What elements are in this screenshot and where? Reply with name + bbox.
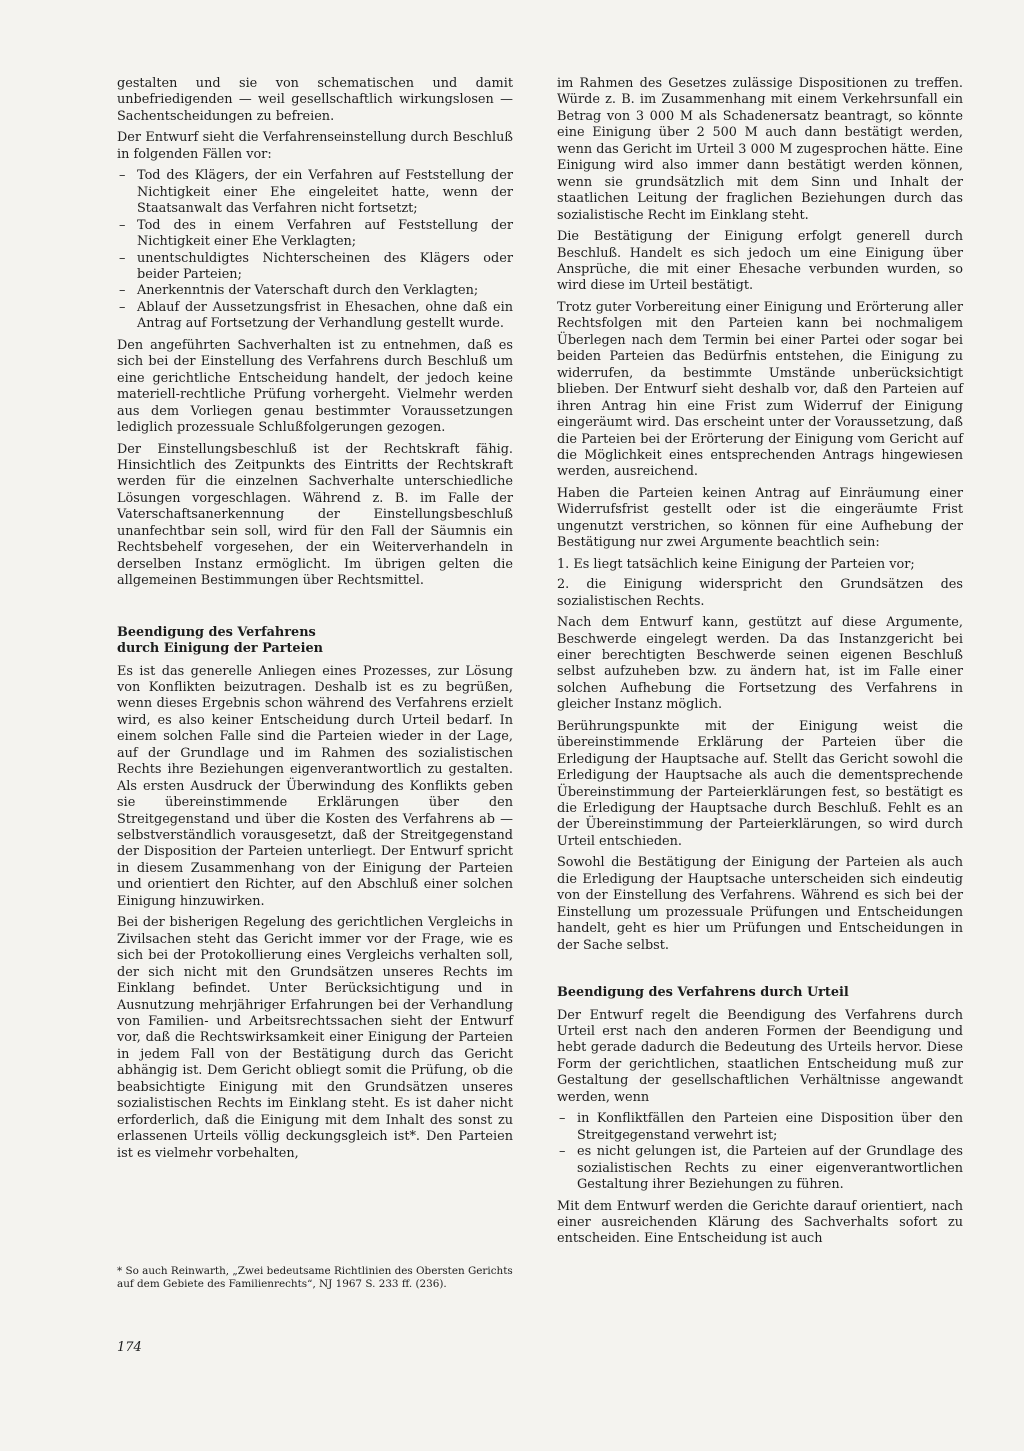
left-column bbox=[117, 76, 513, 1167]
section-heading: Beendigung des Verfahrens durch Urteil bbox=[557, 985, 849, 1001]
list-item: 1. Es liegt tatsächlich keine Einigung der Parteien vor; bbox=[557, 556, 915, 572]
paragraph: Der Entwurf sieht die Verfahrenseinstellung durch Beschluß in folgenden Fällen vor: bbox=[117, 130, 513, 162]
page-number: 174 bbox=[117, 1340, 142, 1355]
list-item: – Anerkenntnis der Vaterschaft durch den Verklagten; bbox=[117, 283, 513, 299]
paragraph: gestalten und sie von schematischen und damit unbefriedigenden — weil gesellschaftlich wirkungslosen — Sachentscheidungen zu befreien. bbox=[117, 76, 513, 124]
paragraph: Trotz guter Vorbereitung einer Einigung und Erörterung aller Rechtsfolgen mit den Parteien kann bei nochmaligem Überlegen nach dem Termin bei einer Partei oder sogar bei beiden Parteien das Bedürfnis entstehen, die Einigung zu widerrufen, da bestimmte Umstände unberücksichtigt blieben. Der Entwurf sieht deshalb vor, daß den Parteien auf ihren Antrag hin eine Frist zum Widerruf der Einigung eingeräumt wird. Das erscheint unter der Voraussetzung, daß die Parteien bei der Erörterung der Einigung vom Gericht auf die Möglichkeit eines entsprechenden Antrags hingewiesen werden, ausreichend. bbox=[557, 299, 963, 480]
list-item: – Tod des in einem Verfahren auf Feststellung der Nichtigkeit einer Ehe Verklagten; bbox=[117, 218, 513, 251]
list-item: – Tod des Klägers, der ein Verfahren auf Feststellung der Nichtigkeit einer Ehe eingeleitet hatte, wenn der Staatsanwalt das Verfahren nicht fortsetzt; bbox=[117, 168, 513, 217]
list-item: – Ablauf der Aussetzungsfrist in Ehesachen, ohne daß ein Antrag auf Fortsetzung der Verhandlung gestellt wurde. bbox=[117, 300, 513, 333]
section-heading-line: durch Einigung der Parteien bbox=[117, 641, 323, 657]
numbered-list bbox=[557, 557, 963, 610]
right-column bbox=[557, 76, 963, 1253]
paragraph: Mit dem Entwurf werden die Gerichte darauf orientiert, nach einer ausreichenden Klärung des Sachverhalts sofort zu entscheiden. Eine Entscheidung ist auch bbox=[557, 1198, 963, 1247]
paragraph: Bei der bisherigen Regelung des gerichtlichen Vergleichs in Zivilsachen steht das Gericht immer vor der Frage, wie es sich bei der Protokollierung eines Vergleichs verhalten soll, der sich nicht mit den Grundsätzen unseres Rechts im Einklang befindet. Unter Berücksichtigung und in Ausnutzung mehrjähriger Erfahrungen bei der Verhandlung von Familien- und Arbeitsrechtssachen sieht der Entwurf vor, daß die Rechtswirksamkeit einer Einigung der Parteien in jedem Fall von der Bestätigung durch das Gericht abhängig ist. Dem Gericht obliegt somit die Prüfung, ob die beabsichtigte Einigung mit den Grundsätzen unseres sozialistischen Rechts im Einklang steht. Es ist daher nicht erforderlich, daß die Einigung mit dem Inhalt des sonst zu erlassenen Urteils völlig deckungsgleich ist*. Den Parteien ist es vielmehr vorbehalten, bbox=[117, 915, 513, 1161]
list-item: – es nicht gelungen ist, die Parteien auf der Grundlage des sozialistischen Rechts zu einer eigenverantwortlichen Gestaltung ihrer Beziehungen zu führen. bbox=[557, 1144, 963, 1193]
paragraph: Den angeführten Sachverhalten ist zu entnehmen, daß es sich bei der Einstellung des Verfahrens durch Beschluß um eine gerichtliche Entscheidung handelt, der jedoch keine materiell-rechtliche Prüfung vorhergeht. Vielmehr werden aus dem Vorliegen genau bestimmter Voraussetzungen lediglich prozessuale Schlußfolgerungen gezogen. bbox=[117, 337, 513, 436]
footnote: * So auch Reinwarth, „Zwei bedeutsame Richtlinien des Obersten Gerichts auf dem Gebiete des Familienrechts“, NJ 1967 S. 233 ff. (236). bbox=[117, 1265, 513, 1290]
paragraph: Die Bestätigung der Einigung erfolgt generell durch Beschluß. Handelt es sich jedoch um eine Einigung über Ansprüche, die mit einer Ehesache verbunden wurden, so wird diese im Urteil bestätigt. bbox=[557, 229, 963, 294]
section-heading-line: Beendigung des Verfahrens bbox=[117, 624, 316, 640]
paragraph: Der Entwurf regelt die Beendigung des Verfahrens durch Urteil erst nach den anderen Formen der Beendigung und hebt gerade dadurch die Bedeutung des Urteils hervor. Diese Form der gerichtlichen, staatlichen Entscheidung muß zur Gestaltung der gesellschaftlichen Verhältnisse angewandt werden, wenn bbox=[557, 1007, 963, 1105]
dash-list bbox=[557, 1111, 963, 1193]
section-heading bbox=[117, 625, 513, 658]
list-item: 2. die Einigung widerspricht den Grundsätzen des sozialistischen Rechts. bbox=[557, 577, 963, 609]
list-item: – in Konfliktfällen den Parteien eine Disposition über den Streitgegenstand verwehrt ist; bbox=[557, 1111, 963, 1144]
dash-list bbox=[117, 168, 513, 333]
paragraph: Nach dem Entwurf kann, gestützt auf diese Argumente, Beschwerde eingelegt werden. Da das Instanzgericht bei einer berechtigten Beschwerde seinen eigenen Beschluß selbst aufzuheben bzw. zu ändern hat, ist im Falle einer solchen Aufhebung die Fortsetzung des Verfahrens in gleicher Instanz möglich. bbox=[557, 615, 963, 713]
paragraph: Berührungspunkte mit der Einigung weist die übereinstimmende Erklärung der Parteien über die Erledigung der Hauptsache auf. Stellt das Gericht sowohl die Erledigung der Hauptsache als auch die dementsprechende Übereinstimmung der Parteierklärungen fest, so bestätigt es die Erledigung der Hauptsache durch Beschluß. Fehlt es an der Übereinstimmung der Parteierklärungen, so wird durch Urteil entschieden. bbox=[557, 718, 963, 849]
paragraph: im Rahmen des Gesetzes zulässige Dispositionen zu treffen. Würde z. B. im Zusammenhang mit einem Verkehrsunfall ein Betrag von 3 000 M als Schadenersatz beantragt, so könnte eine Einigung über 2 500 M auch dann bestätigt werden, wenn das Gericht im Urteil 3 000 M zugesprochen hätte. Eine Einigung wird also immer dann bestätigt werden können, wenn sie grundsätzlich mit dem Sinn und Inhalt der staatlichen Leitung der fraglichen Beziehungen durch das sozialistische Recht im Einklang steht. bbox=[557, 76, 963, 223]
section-spacer bbox=[557, 959, 963, 985]
list-item: – unentschuldigtes Nichterscheinen des Klägers oder beider Parteien; bbox=[117, 251, 513, 284]
paragraph: Es ist das generelle Anliegen eines Prozesses, zur Lösung von Konflikten beizutragen. Deshalb ist es zu begrüßen, wenn dieses Ergebnis schon während des Verfahrens erzielt wird, es also keiner Entscheidung durch Urteil bedarf. In einem solchen Falle sind die Parteien wieder in der Lage, auf der Grundlage und im Rahmen des sozialistischen Rechts ihre Beziehungen eigenverantwortlich zu gestalten. Als ersten Ausdruck der Überwindung des Konflikts geben sie übereinstimmende Erklärungen über den Streitgegenstand und über die Kosten des Verfahrens ab — selbstverständlich vorausgesetzt, daß der Streitgegenstand der Disposition der Parteien unterliegt. Der Entwurf spricht in diesem Zusammenhang von der Einigung der Parteien und orientiert den Richter, auf den Abschluß einer solchen Einigung hinzuwirken. bbox=[117, 663, 513, 909]
paragraph: Sowohl die Bestätigung der Einigung der Parteien als auch die Erledigung der Hauptsache unterscheiden sich eindeutig von der Einstellung des Verfahrens. Während es sich bei der Einstellung um prozessuale Prüfungen und Entscheidungen handelt, geht es hier um Prüfungen und Entscheidungen in der Sache selbst. bbox=[557, 855, 963, 953]
paragraph: Der Einstellungsbeschluß ist der Rechtskraft fähig. Hinsichtlich des Zeitpunkts des Eintritts der Rechtskraft werden für die einzelnen Sachverhalte unterschiedliche Lösungen vorgeschlagen. Während z. B. im Falle der Vaterschaftsanerkennung der Einstellungsbeschluß unanfechtbar sein soll, wird für den Fall der Säumnis ein Rechtsbehelf vorgesehen, der ein Weiterverhandeln in derselben Instanz ermöglicht. Im übrigen gelten die allgemeinen Bestimmungen über Rechtsmittel. bbox=[117, 441, 513, 589]
section-spacer bbox=[117, 595, 513, 625]
paragraph: Haben die Parteien keinen Antrag auf Einräumung einer Widerrufsfrist gestellt oder ist die eingeräumte Frist ungenutzt verstrichen, so können für eine Aufhebung der Bestätigung nur zwei Argumente beachtlich sein: bbox=[557, 485, 963, 551]
